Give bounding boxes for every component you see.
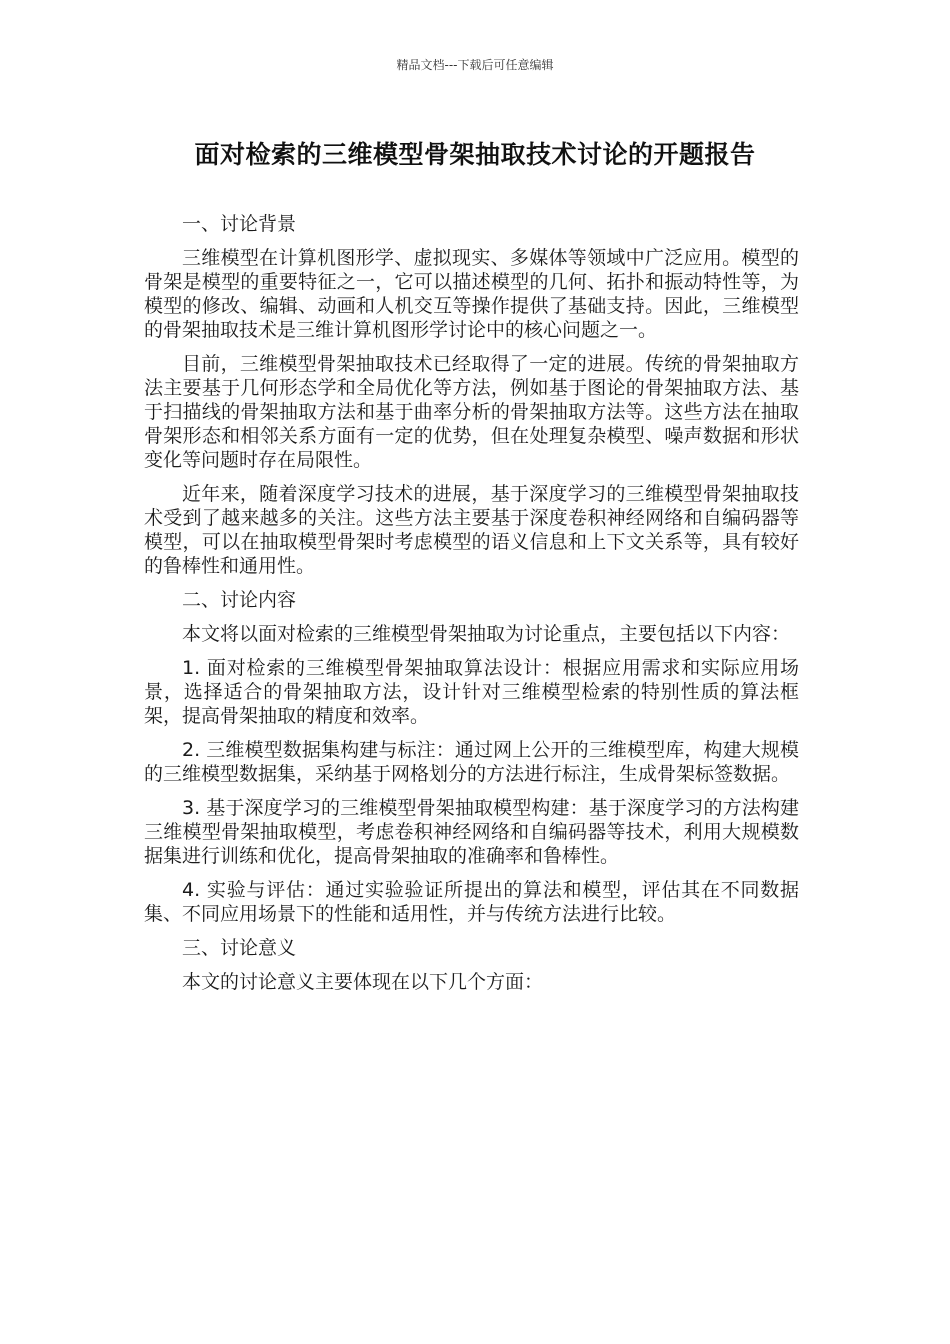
header-note: 精品文档---下载后可任意编辑 bbox=[396, 58, 554, 72]
list-item-content-1: 1. 面对检索的三维模型骨架抽取算法设计：根据应用需求和实际应用场景，选择适合的骨架抽取方法，设计针对三维模型检索的特别性质的算法框架，提高骨架抽取的精度和效率。 bbox=[144, 657, 799, 727]
section-heading-significance: 三、讨论意义 bbox=[182, 937, 297, 959]
paragraph-background-3: 近年来，随着深度学习技术的进展，基于深度学习的三维模型骨架抽取技术受到了越来越多的关注。这些方法主要基于深度卷积神经网络和自编码器等模型，可以在抽取模型骨架时考虑模型的语义信息和上下文关系等，具有较好的鲁棒性和通用性。 bbox=[144, 483, 799, 577]
paragraph-significance-intro: 本文的讨论意义主要体现在以下几个方面： bbox=[182, 971, 544, 993]
document-title: 面对检索的三维模型骨架抽取技术讨论的开题报告 bbox=[194, 140, 756, 169]
paragraph-background-2: 目前，三维模型骨架抽取技术已经取得了一定的进展。传统的骨架抽取方法主要基于几何形态学和全局优化等方法，例如基于图论的骨架抽取方法、基于扫描线的骨架抽取方法和基于曲率分析的骨架抽取方法等。这些方法在抽取骨架形态和相邻关系方面有一定的优势，但在处理复杂模型、噪声数据和形状变化等问题时存在局限性。 bbox=[144, 353, 799, 471]
list-item-content-2: 2. 三维模型数据集构建与标注：通过网上公开的三维模型库，构建大规模的三维模型数据集，采纳基于网格划分的方法进行标注，生成骨架标签数据。 bbox=[144, 739, 799, 785]
section-heading-background: 一、讨论背景 bbox=[182, 213, 297, 235]
section-heading-content: 二、讨论内容 bbox=[182, 589, 297, 611]
list-item-content-4: 4. 实验与评估：通过实验验证所提出的算法和模型，评估其在不同数据集、不同应用场景下的性能和适用性，并与传统方法进行比较。 bbox=[144, 879, 799, 925]
paragraph-background-1: 三维模型在计算机图形学、虚拟现实、多媒体等领域中广泛应用。模型的骨架是模型的重要特征之一，它可以描述模型的几何、拓扑和振动特性等，为模型的修改、编辑、动画和人机交互等操作提供了基础支持。因此，三维模型的骨架抽取技术是三维计算机图形学讨论中的核心问题之一。 bbox=[144, 247, 799, 341]
list-item-content-3: 3. 基于深度学习的三维模型骨架抽取模型构建：基于深度学习的方法构建三维模型骨架抽取模型，考虑卷积神经网络和自编码器等技术，利用大规模数据集进行训练和优化，提高骨架抽取的准确率和鲁棒性。 bbox=[144, 797, 799, 867]
paragraph-content-intro: 本文将以面对检索的三维模型骨架抽取为讨论重点，主要包括以下内容： bbox=[182, 623, 791, 645]
document-body bbox=[144, 212, 799, 1004]
